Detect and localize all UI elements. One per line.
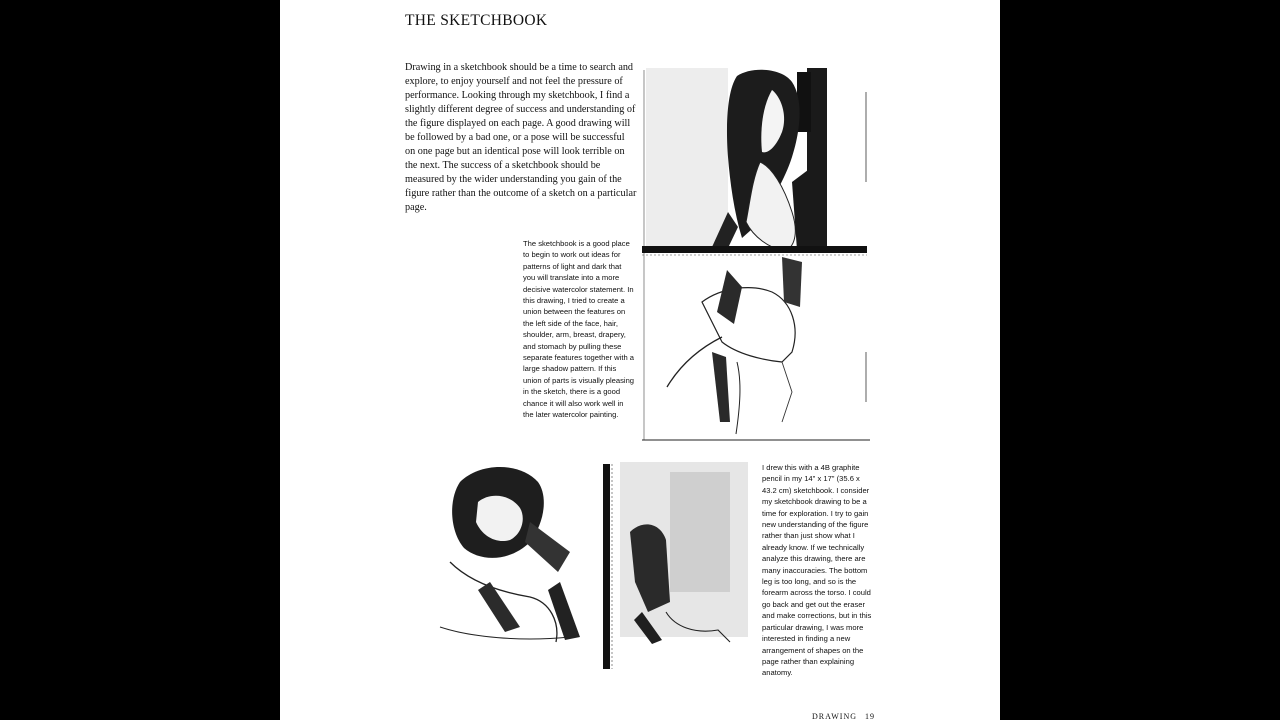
intro-paragraph: Drawing in a sketchbook should be a time to search and explore, to enjoy yourself and not feel the pressure of performance. Looking through my sketchbook, I find a slightly different degree of success and understanding of the figure displayed on each page. A good drawing will be followed by a bad one, or a pose will be successful on one page but an identical pose will look terrible on the next. The success of a sketchbook should be measured by the wider understanding you gain of the figure rather than the outcome of a sketch on a particular page. xyxy=(405,62,637,213)
sketch-seated-figure xyxy=(642,62,872,442)
page-number: 19 xyxy=(865,712,876,720)
caption-top: The sketchbook is a good place to begin to work out ideas for patterns of light and dark that you will translate into a more decisive watercolor statement. In this drawing, I tried to create a union between the features on the left side of the face, hair, shoulder, arm, breast, drapery, and stomach by pulling these separate features together with a large shadow pattern. If this union of parts is visually pleasing in the sketch, there is a good chance it will also work well in the later watercolor painting. xyxy=(523,239,635,420)
book-page xyxy=(280,0,1000,720)
spiral-binding xyxy=(603,464,612,669)
caption-bottom: I drew this with a 4B graphite pencil in my 14" x 17" (35.6 x 43.2 cm) sketchbook. I consider my sketchbook drawing to be a time for exploration. I try to gain new understanding of the figure rather than just show what I already know. If we technically analyze this drawing, there are many inaccuracies. The bottom leg is too long, and so is the forearm across the torso. I could go back and get out the eraser and make corrections, but in this particular drawing, I was more interested in finding a new arrangement of shapes on the page rather than explaining anatomy. xyxy=(762,463,872,678)
page-footer xyxy=(812,712,875,720)
sketch-reclining-figure xyxy=(430,462,752,672)
page-title: THE SKETCHBOOK xyxy=(405,12,548,29)
spiral-binding xyxy=(642,246,867,255)
footer-section: DRAWING xyxy=(812,712,858,720)
